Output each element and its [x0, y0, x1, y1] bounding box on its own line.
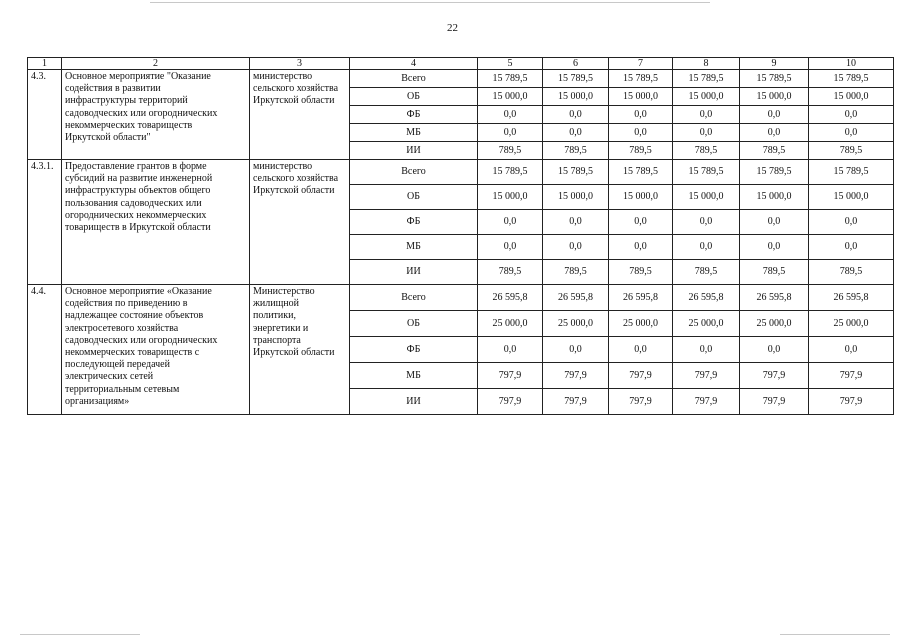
- amount-cell: 789,5: [609, 142, 673, 160]
- amount-cell: 0,0: [673, 337, 740, 363]
- amount-cell: 797,9: [609, 389, 673, 415]
- amount-cell: 789,5: [543, 142, 609, 160]
- scan-edge-top: [150, 2, 710, 3]
- item-code: 4.3.: [28, 70, 62, 160]
- funding-source: ОБ: [350, 185, 478, 210]
- amount-cell: 789,5: [809, 260, 894, 285]
- item-executor: [250, 285, 350, 415]
- amount-cell: 26 595,8: [740, 285, 809, 311]
- amount-cell: 26 595,8: [809, 285, 894, 311]
- amount-cell: 25 000,0: [809, 311, 894, 337]
- executor-line: Иркутской области: [253, 185, 335, 197]
- description-line: территориальным сетевым: [65, 383, 180, 395]
- amount-cell: 15 000,0: [740, 88, 809, 106]
- amount-cell: 0,0: [478, 337, 543, 363]
- scan-edge-bottom-left: [20, 634, 140, 635]
- funding-source: МБ: [350, 363, 478, 389]
- amount-cell: 0,0: [809, 337, 894, 363]
- column-number: 6: [543, 58, 609, 70]
- column-number: 8: [673, 58, 740, 70]
- description-line: Основное мероприятие "Оказание: [65, 71, 211, 82]
- column-number: 5: [478, 58, 543, 70]
- amount-cell: 0,0: [609, 106, 673, 124]
- amount-cell: 797,9: [740, 389, 809, 415]
- amount-cell: 789,5: [740, 142, 809, 160]
- amount-cell: 15 789,5: [478, 160, 543, 185]
- amount-cell: 0,0: [673, 235, 740, 260]
- amount-cell: 0,0: [543, 124, 609, 142]
- item-code: 4.4.: [28, 285, 62, 415]
- amount-cell: 0,0: [478, 235, 543, 260]
- funding-source: ОБ: [350, 88, 478, 106]
- amount-cell: 15 000,0: [740, 185, 809, 210]
- executor-line: жилищной: [253, 298, 300, 310]
- amount-cell: 0,0: [740, 124, 809, 142]
- amount-cell: 797,9: [478, 389, 543, 415]
- amount-cell: 0,0: [543, 337, 609, 363]
- amount-cell: 25 000,0: [740, 311, 809, 337]
- executor-line: Иркутской области: [253, 347, 335, 359]
- amount-cell: 15 000,0: [478, 185, 543, 210]
- item-executor: [250, 70, 350, 160]
- column-number: 1: [28, 58, 62, 70]
- amount-cell: 0,0: [609, 124, 673, 142]
- budget-table: [27, 57, 894, 415]
- amount-cell: 0,0: [478, 124, 543, 142]
- amount-cell: 15 789,5: [609, 70, 673, 88]
- amount-cell: 0,0: [809, 210, 894, 235]
- amount-cell: 797,9: [809, 389, 894, 415]
- table-row: [28, 70, 894, 88]
- amount-cell: 15 789,5: [673, 70, 740, 88]
- description-line: субсидий на развитие инженерной: [65, 173, 213, 185]
- funding-source: ФБ: [350, 106, 478, 124]
- item-executor: [250, 160, 350, 285]
- amount-cell: 0,0: [740, 106, 809, 124]
- item-description: [62, 285, 250, 415]
- amount-cell: 797,9: [543, 389, 609, 415]
- description-line: электросетевого хозяйства: [65, 322, 179, 334]
- amount-cell: 797,9: [740, 363, 809, 389]
- scan-edge-bottom-right: [780, 634, 890, 635]
- column-number: 10: [809, 58, 894, 70]
- amount-cell: 0,0: [543, 106, 609, 124]
- amount-cell: 25 000,0: [609, 311, 673, 337]
- amount-cell: 0,0: [609, 235, 673, 260]
- amount-cell: 0,0: [673, 210, 740, 235]
- amount-cell: 15 789,5: [740, 160, 809, 185]
- amount-cell: 797,9: [609, 363, 673, 389]
- executor-line: энергетики и: [253, 322, 309, 334]
- amount-cell: 15 000,0: [609, 185, 673, 210]
- executor-line: министерство: [253, 71, 313, 82]
- funding-source: МБ: [350, 124, 478, 142]
- description-line: некоммерческих товариществ: [65, 119, 193, 131]
- funding-source: МБ: [350, 235, 478, 260]
- amount-cell: 25 000,0: [543, 311, 609, 337]
- amount-cell: 15 789,5: [809, 160, 894, 185]
- amount-cell: 26 595,8: [609, 285, 673, 311]
- amount-cell: 15 789,5: [478, 70, 543, 88]
- description-line: инфраструктуры территорий: [65, 95, 188, 107]
- amount-cell: 0,0: [740, 337, 809, 363]
- amount-cell: 797,9: [673, 363, 740, 389]
- table-body: [28, 58, 894, 415]
- amount-cell: 0,0: [673, 106, 740, 124]
- amount-cell: 789,5: [673, 142, 740, 160]
- description-line: Предоставление грантов в форме: [65, 161, 207, 172]
- executor-line: Иркутской области: [253, 95, 335, 107]
- page-number: 22: [447, 22, 458, 34]
- funding-source: ИИ: [350, 260, 478, 285]
- amount-cell: 0,0: [543, 235, 609, 260]
- description-line: организациям»: [65, 395, 130, 407]
- description-line: пользования садоводческих или: [65, 197, 202, 209]
- description-line: товариществ в Иркутской области: [65, 222, 211, 234]
- executor-line: министерство: [253, 161, 313, 172]
- amount-cell: 0,0: [740, 210, 809, 235]
- executor-line: политики,: [253, 310, 296, 322]
- amount-cell: 15 789,5: [609, 160, 673, 185]
- amount-cell: 15 789,5: [673, 160, 740, 185]
- item-description: [62, 70, 250, 160]
- executor-line: Министерство: [253, 286, 315, 297]
- amount-cell: 789,5: [543, 260, 609, 285]
- amount-cell: 0,0: [543, 210, 609, 235]
- table-row: [28, 285, 894, 311]
- amount-cell: 797,9: [673, 389, 740, 415]
- amount-cell: 26 595,8: [543, 285, 609, 311]
- description-line: огороднических некоммерческих: [65, 209, 207, 221]
- amount-cell: 797,9: [543, 363, 609, 389]
- amount-cell: 789,5: [478, 260, 543, 285]
- funding-source: ФБ: [350, 337, 478, 363]
- table-row: [28, 160, 894, 185]
- executor-line: сельского хозяйства: [253, 173, 339, 185]
- description-line: садоводческих или огороднических: [65, 334, 218, 346]
- item-code: 4.3.1.: [28, 160, 62, 285]
- executor-line: сельского хозяйства: [253, 83, 339, 95]
- description-line: некоммерческих товариществ с: [65, 347, 200, 359]
- amount-cell: 26 595,8: [673, 285, 740, 311]
- description-line: электрических сетей: [65, 371, 154, 383]
- amount-cell: 15 000,0: [673, 185, 740, 210]
- amount-cell: 789,5: [740, 260, 809, 285]
- amount-cell: 15 000,0: [809, 185, 894, 210]
- amount-cell: 0,0: [673, 124, 740, 142]
- amount-cell: 0,0: [609, 210, 673, 235]
- column-number: 2: [62, 58, 250, 70]
- amount-cell: 789,5: [673, 260, 740, 285]
- amount-cell: 0,0: [809, 235, 894, 260]
- funding-source: ФБ: [350, 210, 478, 235]
- amount-cell: 15 789,5: [543, 160, 609, 185]
- funding-source: Всего: [350, 160, 478, 185]
- amount-cell: 0,0: [809, 124, 894, 142]
- amount-cell: 789,5: [478, 142, 543, 160]
- column-number: 7: [609, 58, 673, 70]
- description-line: последующей передачей: [65, 359, 170, 371]
- amount-cell: 15 000,0: [478, 88, 543, 106]
- amount-cell: 0,0: [478, 106, 543, 124]
- amount-cell: 789,5: [809, 142, 894, 160]
- amount-cell: 15 000,0: [809, 88, 894, 106]
- amount-cell: 25 000,0: [478, 311, 543, 337]
- amount-cell: 25 000,0: [673, 311, 740, 337]
- column-number: 9: [740, 58, 809, 70]
- amount-cell: 15 000,0: [609, 88, 673, 106]
- description-line: Иркутской области": [65, 132, 151, 144]
- funding-source: ОБ: [350, 311, 478, 337]
- item-description: [62, 160, 250, 285]
- amount-cell: 15 789,5: [740, 70, 809, 88]
- amount-cell: 0,0: [740, 235, 809, 260]
- amount-cell: 0,0: [478, 210, 543, 235]
- amount-cell: 797,9: [478, 363, 543, 389]
- amount-cell: 789,5: [609, 260, 673, 285]
- amount-cell: 15 000,0: [543, 185, 609, 210]
- description-line: содействия в развитии: [65, 83, 161, 95]
- column-number: 4: [350, 58, 478, 70]
- amount-cell: 26 595,8: [478, 285, 543, 311]
- amount-cell: 15 789,5: [809, 70, 894, 88]
- description-line: содействия по приведению в: [65, 298, 188, 310]
- amount-cell: 15 000,0: [543, 88, 609, 106]
- funding-source: ИИ: [350, 389, 478, 415]
- description-line: Основное мероприятие «Оказание: [65, 286, 212, 297]
- description-line: инфраструктуры объектов общего: [65, 185, 211, 197]
- amount-cell: 15 000,0: [673, 88, 740, 106]
- amount-cell: 0,0: [809, 106, 894, 124]
- description-line: надлежащее состояние объектов: [65, 310, 204, 322]
- funding-source: Всего: [350, 285, 478, 311]
- column-number: 3: [250, 58, 350, 70]
- amount-cell: 15 789,5: [543, 70, 609, 88]
- executor-line: транспорта: [253, 334, 301, 346]
- column-number-row: [28, 58, 894, 70]
- funding-source: Всего: [350, 70, 478, 88]
- funding-source: ИИ: [350, 142, 478, 160]
- description-line: садоводческих или огороднических: [65, 107, 218, 119]
- amount-cell: 0,0: [609, 337, 673, 363]
- amount-cell: 797,9: [809, 363, 894, 389]
